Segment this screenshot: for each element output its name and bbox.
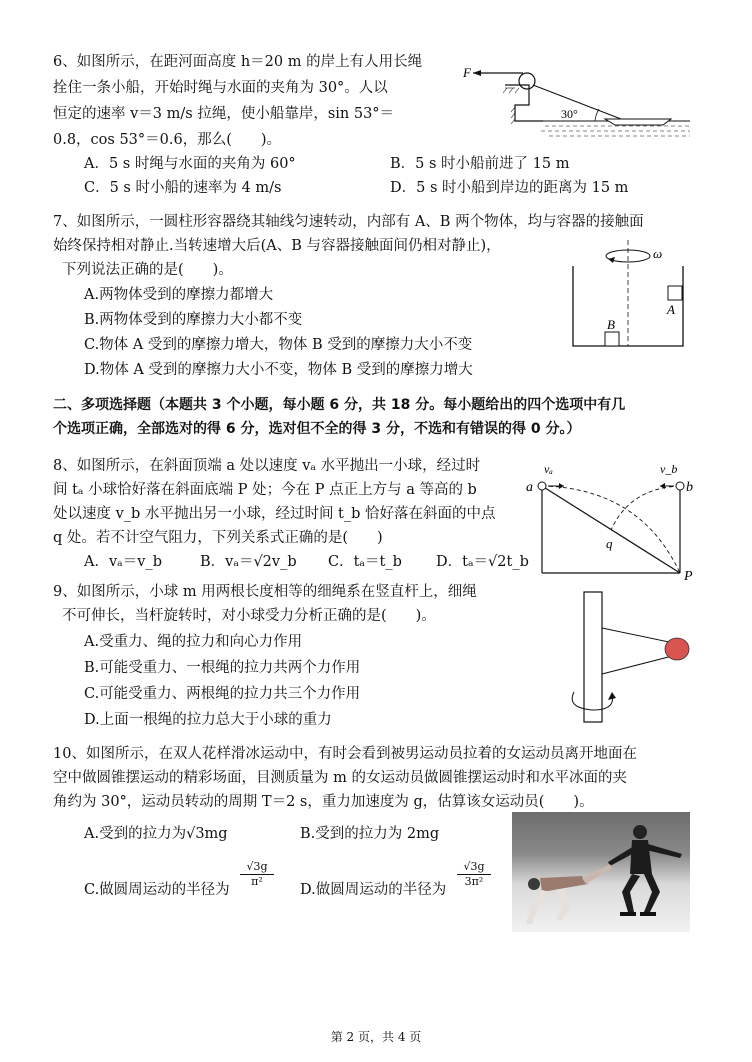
q7-line-2: 始终保持相对静止.当转速增大后(A、B 与容器接触面间仍相对静止)， [53, 238, 501, 254]
q7-container-figure [565, 238, 695, 350]
q10-option-c-fraction [240, 860, 274, 889]
q6-line-2: 拴住一条小船，开始时绳与水面的夹角为 30°。人以 [53, 80, 388, 96]
q9-option-c: C.可能受重力、两根绳的拉力共三个力作用 [84, 686, 361, 702]
q7-label-b: B [607, 317, 615, 332]
q6-line-3: 恒定的速率 v＝3 m/s 拉绳，使小船靠岸，sin 53°＝ [53, 106, 395, 122]
q10-option-d-fraction [457, 860, 491, 889]
q7-line-3: 下列说法正确的是( )。 [62, 262, 233, 278]
q8-option-a: A．vₐ＝v_b [84, 554, 162, 570]
figure-skating-photo [512, 812, 690, 932]
section2-line-1: 二、多项选择题（本题共 3 个小题，每小题 6 分，共 18 分。每小题给出的四个选项中有几 [53, 397, 626, 413]
q10-option-d-numerator: √3g [457, 860, 491, 875]
q7-option-a: A.两物体受到的摩擦力都增大 [84, 287, 274, 303]
q10-option-d-prefix: D.做圆周运动的半径为 [300, 882, 447, 898]
q9-option-d: D.上面一根绳的拉力总大于小球的重力 [84, 712, 332, 728]
q9-option-a: A.受重力、绳的拉力和向心力作用 [84, 634, 303, 650]
q7-option-b: B.两物体受到的摩擦力大小都不变 [84, 312, 303, 328]
q6-boat-figure [445, 55, 700, 145]
q8-line-1: 8、如图所示，在斜面顶端 a 处以速度 vₐ 水平抛出一小球，经过时 [53, 458, 481, 474]
q9-rod-figure [560, 588, 700, 728]
q7-omega-label: ω [653, 246, 663, 261]
q8-option-d: D．tₐ＝√2t_b [436, 554, 529, 570]
q6-option-a: A．5 s 时绳与水面的夹角为 60° [84, 156, 296, 172]
q10-line-2: 空中做圆锥摆运动的精彩场面，目测质量为 m 的女运动员做圆锥摆运动时和水平冰面的夹 [53, 770, 627, 786]
page-footer: 第 2 页，共 4 页 [330, 1030, 422, 1044]
q6-force-label: F [463, 65, 471, 80]
q6-option-d: D．5 s 时小船到岸边的距离为 15 m [390, 180, 629, 196]
q10-line-1: 10、如图所示，在双人花样滑冰运动中，有时会看到被男运动员拉着的女运动员离开地面在 [53, 746, 637, 762]
q10-option-d-denominator: 3π² [464, 875, 484, 888]
q8-p-label: P [684, 569, 693, 584]
q9-ball [665, 638, 689, 660]
q8-a-label: a [526, 480, 533, 495]
q8-b-label: b [686, 480, 693, 495]
q10-option-c [84, 878, 230, 899]
q9-line-2: 不可伸长，当杆旋转时，对小球受力分析正确的是( )。 [62, 608, 436, 624]
q9-line-1: 9、如图所示，小球 m 用两根长度相等的细绳系在竖直杆上，细绳 [53, 584, 477, 600]
q10-option-a: A.受到的拉力为√3mg [84, 826, 228, 842]
q10-option-c-numerator: √3g [240, 860, 274, 875]
q8-option-c: C．tₐ＝t_b [328, 554, 402, 570]
q6-line-4: 0.8，cos 53°＝0.6，那么( )。 [53, 132, 282, 148]
q8-q-label: q [606, 536, 613, 551]
q10-line-3: 角约为 30°，运动员转动的周期 T＝2 s，重力加速度为 g，估算该女运动员( )。 [53, 794, 594, 810]
q7-option-d: D.物体 A 受到的摩擦力大小不变，物体 B 受到的摩擦力增大 [84, 362, 473, 378]
q8-option-b: B．vₐ＝√2v_b [200, 554, 297, 570]
q6-angle-label: 30° [561, 107, 578, 121]
q8-line-2: 间 tₐ 小球恰好落在斜面底端 P 处；今在 P 点正上方与 a 等高的 b [53, 482, 477, 498]
q8-incline-figure [520, 458, 710, 586]
q10-option-b: B.受到的拉力为 2mg [300, 826, 440, 842]
q7-label-a: A [667, 302, 675, 317]
q6-option-b: B．5 s 时小船前进了 15 m [390, 156, 570, 172]
q7-option-c: C.物体 A 受到的摩擦力增大，物体 B 受到的摩擦力大小不变 [84, 337, 473, 353]
q10-option-d [300, 878, 446, 899]
q9-option-b: B.可能受重力、一根绳的拉力共两个力作用 [84, 660, 361, 676]
q10-option-c-denominator: π² [251, 875, 263, 888]
q8-line-3: 处以速度 v_b 水平抛出另一小球，经过时间 t_b 恰好落在斜面的中点 [53, 506, 496, 522]
q8-va-label: vₐ [544, 462, 553, 476]
q6-line-1: 6、如图所示，在距河面高度 h＝20 m 的岸上有人用长绳 [53, 54, 423, 70]
section2-line-2: 个选项正确，全部选对的得 6 分，选对但不全的得 3 分，不选和有错误的得 0 分。） [53, 421, 581, 437]
q7-line-1: 7、如图所示，一圆柱形容器绕其轴线匀速转动，内部有 A、B 两个物体，均与容器的接触面 [53, 214, 644, 230]
q8-vb-label: v_b [660, 462, 678, 476]
q8-line-4: q 处。若不计空气阻力，下列关系式正确的是( ) [53, 530, 383, 546]
skaters-illustration [512, 812, 690, 932]
q6-option-c: C．5 s 时小船的速率为 4 m/s [84, 180, 282, 196]
q10-option-c-prefix: C.做圆周运动的半径为 [84, 882, 230, 898]
